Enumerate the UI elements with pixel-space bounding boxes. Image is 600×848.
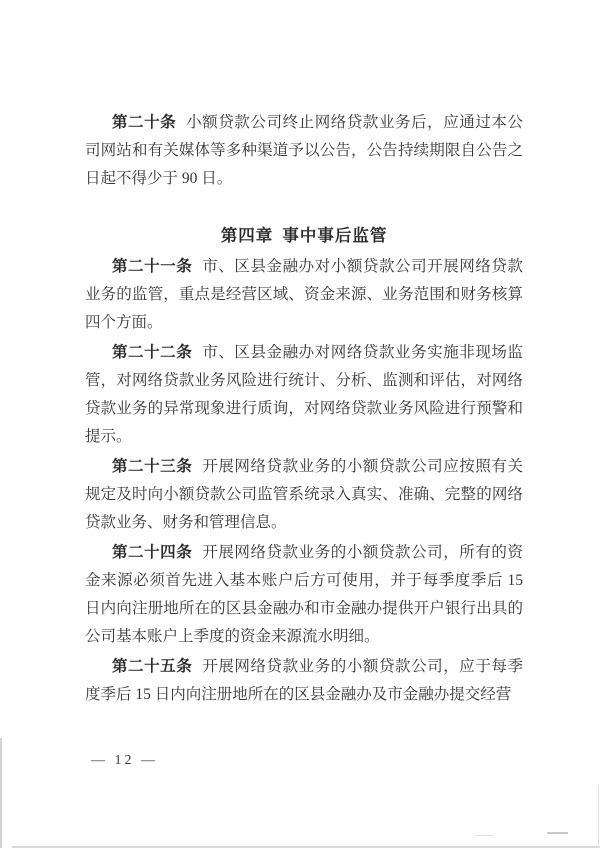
chapter-heading: 第四章 事中事后监管 (220, 226, 388, 245)
scan-edge-right-artifact (598, 786, 599, 848)
scan-smudge-artifact (476, 835, 494, 836)
article-20-number: 第二十条 (112, 114, 177, 131)
document-body (85, 109, 523, 771)
article-20-text: 小额贷款公司终止网络贷款业务后，应通过本公司网站和有关媒体等多种渠道予以公告，公告持续期限自公告之日起不得少于 90 日。 (85, 114, 523, 187)
article-23-paragraph (85, 453, 523, 537)
article-22-number: 第二十二条 (112, 344, 193, 361)
article-20-paragraph (85, 109, 523, 193)
article-25-text: 开展网络贷款业务的小额贷款公司，应于每季度季后 15 日内向注册地所在的区县金融办及市金融办提交经营 (85, 658, 523, 703)
article-23-text: 开展网络贷款业务的小额贷款公司应按照有关规定及时向小额贷款公司监管系统录入真实、准确、完整的网络贷款业务、财务和管理信息。 (85, 458, 523, 531)
scan-edge-left-artifact (0, 738, 2, 848)
article-24-paragraph (85, 539, 523, 651)
article-22-text: 市、区县金融办对网络贷款业务实施非现场监管，对网络贷款业务风险进行统计、分析、监测和评估，对网络贷款业务的异常现象进行质询，对网络贷款业务风险进行预警和提示。 (85, 344, 523, 445)
article-24-number: 第二十四条 (112, 544, 193, 561)
article-22-paragraph (85, 339, 523, 451)
article-25-paragraph (85, 653, 523, 709)
scan-smudge-artifact (547, 832, 568, 834)
article-24-text: 开展网络贷款业务的小额贷款公司，所有的资金来源必须首先进入基本账户后方可使用，并于每季度季后 15 日内向注册地所在的区县金融办和市金融办提供开户银行出具的公司基本账户上季度的资金来源流水明细。 (85, 544, 523, 645)
article-21-number: 第二十一条 (112, 258, 193, 275)
article-21-paragraph (85, 253, 523, 337)
article-23-number: 第二十三条 (112, 458, 193, 475)
article-21-text: 市、区县金融办对小额贷款公司开展网络贷款业务的监管，重点是经营区域、资金来源、业务范围和财务核算四个方面。 (85, 258, 523, 331)
article-25-number: 第二十五条 (112, 658, 193, 675)
page-number: — 12 — (91, 753, 158, 768)
